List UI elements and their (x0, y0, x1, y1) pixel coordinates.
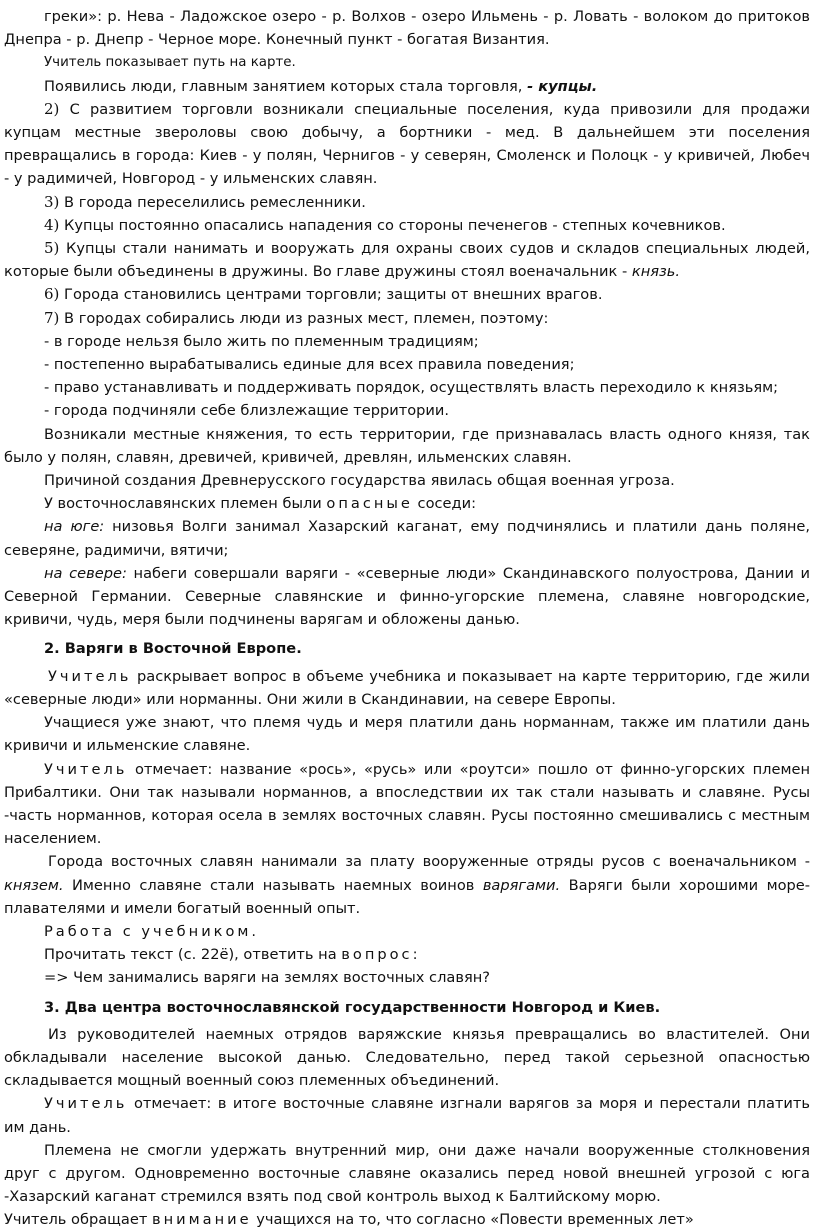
list-number: 5) (44, 239, 60, 258)
rus-name-paragraph (4, 758, 810, 851)
section-heading-2: 2. Варяги в Восточной Европе. (44, 640, 302, 658)
attention-spaced-word: внимание (152, 1211, 252, 1229)
rus-name-text: отмечает: название «рось», «русь» или «роутси» пошло от финно-угорских племен Прибалтики. Они так называли норманнов, а впоследствии их так стали называть и славяне. Русы -часть норманнов, которая осела в землях восточных славян. Русы постоянно смешивались с местным населением. (4, 760, 810, 848)
north-paragraph (4, 562, 810, 632)
merchants-paragraph (4, 75, 810, 98)
list-number: 3) (44, 192, 60, 211)
varyagi-text: раскрывает вопрос в объеме учебника и показывает на карте территорию, где жили «северные люди» или норманны. Они жили в Скандинавии, на севере Европы. (4, 667, 811, 708)
dash-item: - постепенно вырабатывались единые для всех правила поведения; (44, 356, 575, 374)
cause-paragraph (4, 469, 810, 492)
route-paragraph (4, 5, 810, 51)
list-item-3 (4, 191, 810, 214)
leaders-paragraph (4, 1023, 810, 1093)
list-number: 2) (44, 99, 60, 118)
varyagi-paragraph (4, 665, 810, 711)
south-text: низовья Волги занимал Хазарский каганат, ему подчинялись и платили дань поляне, северяне, радимичи, вятичи; (4, 518, 810, 559)
prince-term: князь. (631, 263, 681, 281)
list-item-6 (4, 283, 810, 306)
leaders-text: Из руководителей наемных отрядов варяжские князья превращались во властителей. Они обкладывали население высокой данью. Следовательно, перед такой серьезной опасностью складывается мощный военный союз племенных объединений. (4, 1025, 810, 1090)
prince-term: князем. (4, 876, 64, 894)
read-text: Прочитать текст (с. 22ё), ответить на (44, 946, 337, 964)
list-item-text: С развитием торговли возникали специальные поселения, куда привозили для продажи купцам местные звероловы свою добычу, а бортники - мед. В дальнейшем эти поселения превращались в города: Киев - у полян, Чернигов - у северян, Смоленск и Полоцк - у кривичей, Любеч - у радимичей, Новгород - у ильменских славян. (4, 100, 811, 188)
students-text: Учащиеся уже знают, что племя чудь и меря платили дань норманнам, также им платили дань кривичи и ильменские славяне. (4, 714, 810, 755)
tribes-paragraph (4, 1139, 810, 1209)
enemies-spaced-word: опасные (326, 495, 413, 513)
south-label: на юге: (44, 518, 105, 536)
list-item-4 (4, 214, 810, 237)
expulsion-text: отмечает: в итоге восточные славяне изгнали варягов за моря и перестали платить им дань. (4, 1095, 811, 1136)
cause-text: Причиной создания Древнерусского государства явилась общая военная угроза. (44, 472, 675, 490)
list-item-text: Города становились центрами торговли; защиты от внешних врагов. (64, 286, 603, 304)
list-item-text: В города переселились ремесленники. (64, 193, 366, 211)
merchants-text: Появились люди, главным занятием которых стала торговля, (44, 77, 523, 95)
chronicle-text: Учитель обращает (4, 1211, 148, 1229)
chronicle-text-end: учащихся на то, что согласно «Повести временных лет» (256, 1211, 694, 1229)
read-paragraph (4, 943, 810, 966)
north-text: набеги совершали варяги - «северные люди» Скандинавского полуострова, Дании и Северной Германии. Северные славянские и финно-угорские племена, славяне новгородские, кривичи, чудь, меря были подчинены варягам и обложены данью. (4, 564, 810, 629)
list-number: 7) (44, 308, 60, 327)
dash-item: - право устанавливать и поддерживать порядок, осуществлять власть переходило к князьям; (44, 379, 779, 397)
route-text: греки»: р. Нева - Ладожское озеро - р. Волхов - озеро Ильмень - р. Ловать - волоком до притоков Днепра - р. Днепр - Черное море. Конечный пункт - богатая Византия. (4, 8, 810, 49)
list-item-7 (4, 307, 810, 330)
cities-text: Города восточных славян нанимали за плату вооруженные отряды русов с военачальником - (48, 853, 810, 871)
north-label: на севере: (44, 564, 127, 582)
teacher-spaced-word: Учитель (44, 760, 128, 778)
teacher-spaced-word: Учитель (48, 667, 132, 685)
read-colon: : (412, 946, 418, 964)
work-spaced-text: Работа с учебником. (44, 922, 260, 940)
chronicle-paragraph (4, 1208, 810, 1231)
enemies-text-end: соседи: (417, 495, 476, 513)
dash-item: - в городе нельзя было жить по племенным традициям; (44, 332, 479, 350)
students-paragraph (4, 711, 810, 757)
principalities-paragraph (4, 423, 810, 469)
teacher-map-note (4, 51, 810, 74)
teacher-map-text: Учитель показывает путь на карте. (44, 55, 296, 71)
cities-paragraph (4, 850, 810, 920)
dash-item: - города подчиняли себе близлежащие территории. (44, 402, 450, 420)
tribes-text: Племена не смогли удержать внутренний мир, они даже начали вооруженные столкновения друг с другом. Одновременно восточные славяне оказались перед новой внешней угрозой с юга -Хазарский каганат стремился взять под свой контроль выход к Балтийскому морю. (4, 1141, 810, 1206)
list-item-text: Купцы постоянно опасались нападения со стороны печенегов - степных кочевников. (64, 216, 726, 234)
cities-text: Именно славяне стали называть наемных воинов (72, 876, 475, 894)
list-item-5 (4, 237, 810, 283)
list-item-2 (4, 98, 810, 191)
work-paragraph (4, 920, 810, 943)
list-number: 4) (44, 215, 60, 234)
teacher-spaced-word: Учитель (44, 1095, 128, 1113)
question-spaced-word: вопрос (341, 946, 413, 964)
merchants-term: - купцы. (527, 77, 598, 95)
question-paragraph (4, 966, 810, 989)
south-paragraph (4, 515, 810, 561)
enemies-paragraph (4, 492, 810, 515)
principalities-text: Возникали местные княжения, то есть территории, где признавалась власть одного князя, так было у полян, славян, древичей, кривичей, древлян, ильменских славян. (4, 425, 810, 466)
cities-text: Варяги были хорошими море-плавателями и имели богатый военный опыт. (4, 876, 811, 917)
expulsion-paragraph (4, 1092, 810, 1138)
enemies-text: У восточнославянских племен были (44, 495, 322, 513)
list-number: 6) (44, 285, 60, 304)
varangians-term: варягами. (482, 876, 561, 894)
section-heading-3: 3. Два центра восточнославянской государственности Новгород и Киев. (44, 998, 661, 1016)
question-text: => Чем занимались варяги на землях восточных славян? (44, 969, 491, 987)
list-item-text: В городах собирались люди из разных мест, племен, поэтому: (64, 309, 549, 327)
list-item-text: Купцы стали нанимать и вооружать для охраны своих судов и складов специальных людей, которые были объединены в дружины. Во главе дружины стоял военачальник - (4, 240, 810, 281)
